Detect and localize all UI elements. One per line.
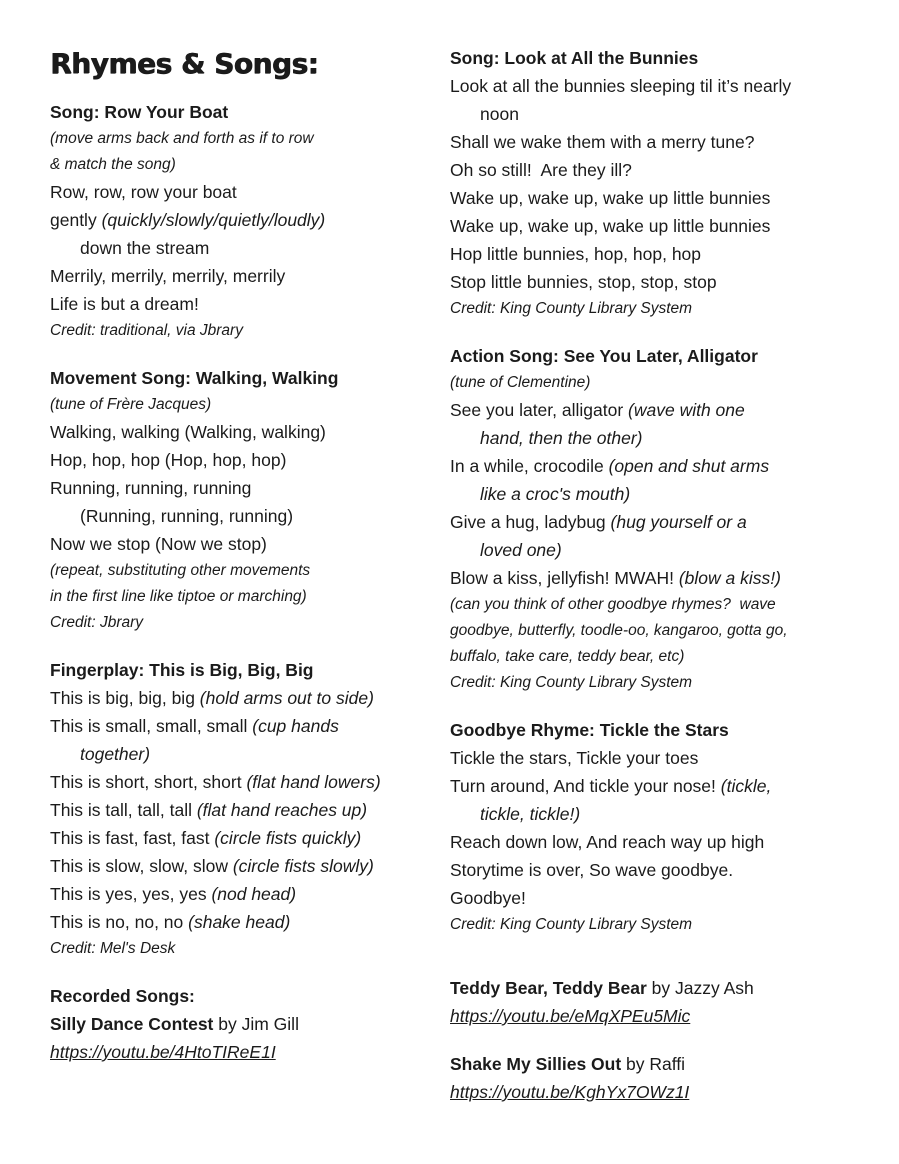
song-line — [450, 424, 870, 452]
lyric-text: tickle, tickle!) — [480, 804, 581, 824]
lyric-text: Teddy Bear, Teddy Bear — [450, 978, 647, 998]
lyric-text: Row, row, row your boat — [50, 182, 237, 202]
lyric-text: (hold arms out to side) — [199, 688, 374, 708]
lyric-text: Tickle the stars, Tickle your toes — [450, 748, 699, 768]
youtube-link[interactable]: https://youtu.be/eMqXPEu5Mic — [450, 1006, 691, 1026]
lyric-text: together) — [80, 744, 151, 764]
song-line — [50, 880, 450, 908]
credit-text: Credit: King County Library System — [450, 916, 693, 933]
lyric-text: Silly Dance Contest — [50, 1014, 214, 1034]
lyric-text: (Running, running, running) — [80, 506, 294, 526]
song-line — [50, 392, 450, 418]
lyric-text: Wake up, wake up, wake up little bunnies — [450, 188, 771, 208]
song-title: Movement Song: Walking, Walking — [50, 368, 339, 388]
lyric-text: Shall we wake them with a merry tune? — [450, 132, 755, 152]
lyric-text: gently — [50, 210, 102, 230]
song-line — [50, 474, 450, 502]
note-text: in the first line like tiptoe or marching) — [50, 588, 307, 605]
song-title: Goodbye Rhyme: Tickle the Stars — [450, 720, 729, 740]
lyric-text: by Jazzy Ash — [646, 978, 754, 998]
lyric-text: Merrily, merrily, merrily, merrily — [50, 266, 286, 286]
lyric-text: Goodbye! — [450, 888, 526, 908]
song-line — [450, 184, 870, 212]
song-section-teddy-bear — [450, 974, 870, 1030]
note-text: (tune of Frère Jacques) — [50, 396, 212, 413]
lyric-text: Running, running, running — [50, 478, 252, 498]
song-line — [450, 156, 870, 184]
song-line — [450, 296, 870, 322]
right-column — [450, 44, 870, 1164]
note-text: (move arms back and forth as if to row — [50, 130, 314, 147]
song-section-look-at-all-the-bunnies — [450, 44, 870, 322]
lyric-text: loved one) — [480, 540, 562, 560]
song-line — [50, 584, 450, 610]
song-line — [450, 800, 870, 828]
lyric-text: (wave with one — [628, 400, 745, 420]
song-line — [50, 1010, 450, 1038]
lyric-text: This is slow, slow, slow — [50, 856, 233, 876]
song-line — [450, 670, 870, 696]
lyric-text: This is short, short, short — [50, 772, 247, 792]
song-line — [50, 1038, 450, 1066]
song-section-recorded-songs — [50, 982, 450, 1066]
song-line — [450, 644, 870, 670]
song-line — [50, 502, 450, 530]
lyric-text: Blow a kiss, jellyfish! MWAH! — [450, 568, 679, 588]
lyric-text: This is big, big, big — [50, 688, 200, 708]
song-title: Recorded Songs: — [50, 986, 195, 1006]
song-line — [450, 508, 870, 536]
lyric-text: This is no, no, no — [50, 912, 189, 932]
lyric-text: (open and shut arms — [608, 456, 770, 476]
song-line — [50, 126, 450, 152]
lyric-text: Walking, walking (Walking, walking) — [50, 422, 326, 442]
left-column — [50, 44, 450, 1164]
song-line — [450, 856, 870, 884]
song-line — [50, 908, 450, 936]
song-line — [450, 564, 870, 592]
credit-text: Credit: Mel's Desk — [50, 940, 176, 957]
song-section-row-your-boat — [50, 98, 450, 344]
note-text: & match the song) — [50, 156, 176, 173]
song-line — [450, 536, 870, 564]
youtube-link[interactable]: https://youtu.be/KghYx7OWz1I — [450, 1082, 690, 1102]
song-line — [50, 206, 450, 234]
song-section-shake-my-sillies-out — [450, 1050, 870, 1106]
song-line — [50, 684, 450, 712]
song-line — [50, 530, 450, 558]
song-line — [50, 852, 450, 880]
song-line — [450, 1002, 870, 1030]
lyric-text: This is fast, fast, fast — [50, 828, 215, 848]
lyric-text: This is yes, yes, yes — [50, 884, 212, 904]
lyric-text: (blow a kiss!) — [678, 568, 781, 588]
lyric-text: hand, then the other) — [480, 428, 643, 448]
song-line — [450, 128, 870, 156]
song-line — [50, 558, 450, 584]
song-line — [50, 318, 450, 344]
song-line — [450, 370, 870, 396]
song-line — [50, 824, 450, 852]
song-line — [450, 1050, 870, 1078]
lyric-text: Look at all the bunnies sleeping til it’s nearly — [450, 76, 792, 96]
song-line — [450, 884, 870, 912]
lyric-text: (flat hand reaches up) — [196, 800, 368, 820]
song-line — [50, 178, 450, 206]
lyric-text: Reach down low, And reach way up high — [450, 832, 765, 852]
song-line — [450, 744, 870, 772]
lyric-text: Shake My Sillies Out — [450, 1054, 622, 1074]
song-line — [50, 262, 450, 290]
lyric-text: Turn around, And tickle your nose! — [450, 776, 721, 796]
lyric-text: by Raffi — [621, 1054, 686, 1074]
lyric-text: down the stream — [80, 238, 210, 258]
lyric-text: Give a hug, ladybug — [450, 512, 611, 532]
song-line — [50, 936, 450, 962]
credit-text: Credit: King County Library System — [450, 674, 693, 691]
lyric-text: Storytime is over, So wave goodbye. — [450, 860, 734, 880]
lyric-text: (quickly/slowly/quietly/loudly) — [101, 210, 326, 230]
lyric-text: (tickle, — [720, 776, 772, 796]
lyric-text: like a croc's mouth) — [480, 484, 631, 504]
note-text: (tune of Clementine) — [450, 374, 591, 391]
song-section-tickle-the-stars — [450, 716, 870, 938]
lyric-text: Hop, hop, hop (Hop, hop, hop) — [50, 450, 287, 470]
song-line — [50, 610, 450, 636]
note-text: (repeat, substituting other movements — [50, 562, 311, 579]
song-line — [50, 418, 450, 446]
song-line — [450, 1078, 870, 1106]
song-line — [450, 772, 870, 800]
lyric-text: Life is but a dream! — [50, 294, 199, 314]
song-line — [50, 152, 450, 178]
credit-text: Credit: King County Library System — [450, 300, 693, 317]
lyric-text: See you later, alligator — [450, 400, 629, 420]
song-line — [450, 72, 870, 100]
lyric-text: This is small, small, small — [50, 716, 253, 736]
youtube-link[interactable]: https://youtu.be/4HtoTIReE1I — [50, 1042, 276, 1062]
song-line — [450, 396, 870, 424]
song-title: Song: Look at All the Bunnies — [450, 48, 699, 68]
song-line — [450, 974, 870, 1002]
lyric-text: (hug yourself or a — [610, 512, 747, 532]
note-text: goodbye, butterfly, toodle-oo, kangaroo, gotta go, — [450, 622, 788, 639]
song-line — [450, 452, 870, 480]
lyric-text: (circle fists quickly) — [214, 828, 362, 848]
song-title: Action Song: See You Later, Alligator — [450, 346, 758, 366]
lyric-text: Now we stop (Now we stop) — [50, 534, 267, 554]
song-line — [50, 768, 450, 796]
lyric-text: by Jim Gill — [213, 1014, 299, 1034]
lyric-text: (nod head) — [211, 884, 297, 904]
lyric-text: Stop little bunnies, stop, stop, stop — [450, 272, 717, 292]
credit-text: Credit: Jbrary — [50, 614, 144, 631]
song-line — [50, 234, 450, 262]
lyric-text: (shake head) — [188, 912, 291, 932]
lyric-text: noon — [480, 104, 519, 124]
song-section-this-is-big — [50, 656, 450, 962]
page-title: Rhymes & Songs: — [50, 47, 319, 80]
song-line — [450, 592, 870, 618]
lyric-text: This is tall, tall, tall — [50, 800, 197, 820]
song-line — [50, 712, 450, 740]
song-line — [50, 796, 450, 824]
lyric-text: Oh so still! Are they ill? — [450, 160, 632, 180]
credit-text: Credit: traditional, via Jbrary — [50, 322, 243, 339]
lyric-text: (cup hands — [252, 716, 339, 736]
lyric-text: Hop little bunnies, hop, hop, hop — [450, 244, 702, 264]
song-line — [450, 828, 870, 856]
lyric-text: In a while, crocodile — [450, 456, 609, 476]
lyric-text: (flat hand lowers) — [246, 772, 381, 792]
song-section-walking-walking — [50, 364, 450, 636]
song-line — [50, 740, 450, 768]
song-line — [450, 212, 870, 240]
song-line — [450, 912, 870, 938]
song-line — [50, 446, 450, 474]
song-line — [450, 240, 870, 268]
song-line — [450, 100, 870, 128]
song-line — [450, 480, 870, 508]
song-section-see-you-later-alligator — [450, 342, 870, 696]
lyric-text: (circle fists slowly) — [232, 856, 374, 876]
song-title: Fingerplay: This is Big, Big, Big — [50, 660, 314, 680]
song-line — [450, 618, 870, 644]
song-line — [50, 290, 450, 318]
song-title: Song: Row Your Boat — [50, 102, 229, 122]
song-line — [450, 268, 870, 296]
lyric-text: Wake up, wake up, wake up little bunnies — [450, 216, 771, 236]
note-text: (can you think of other goodbye rhymes? wave — [450, 596, 776, 613]
note-text: buffalo, take care, teddy bear, etc) — [450, 648, 685, 665]
